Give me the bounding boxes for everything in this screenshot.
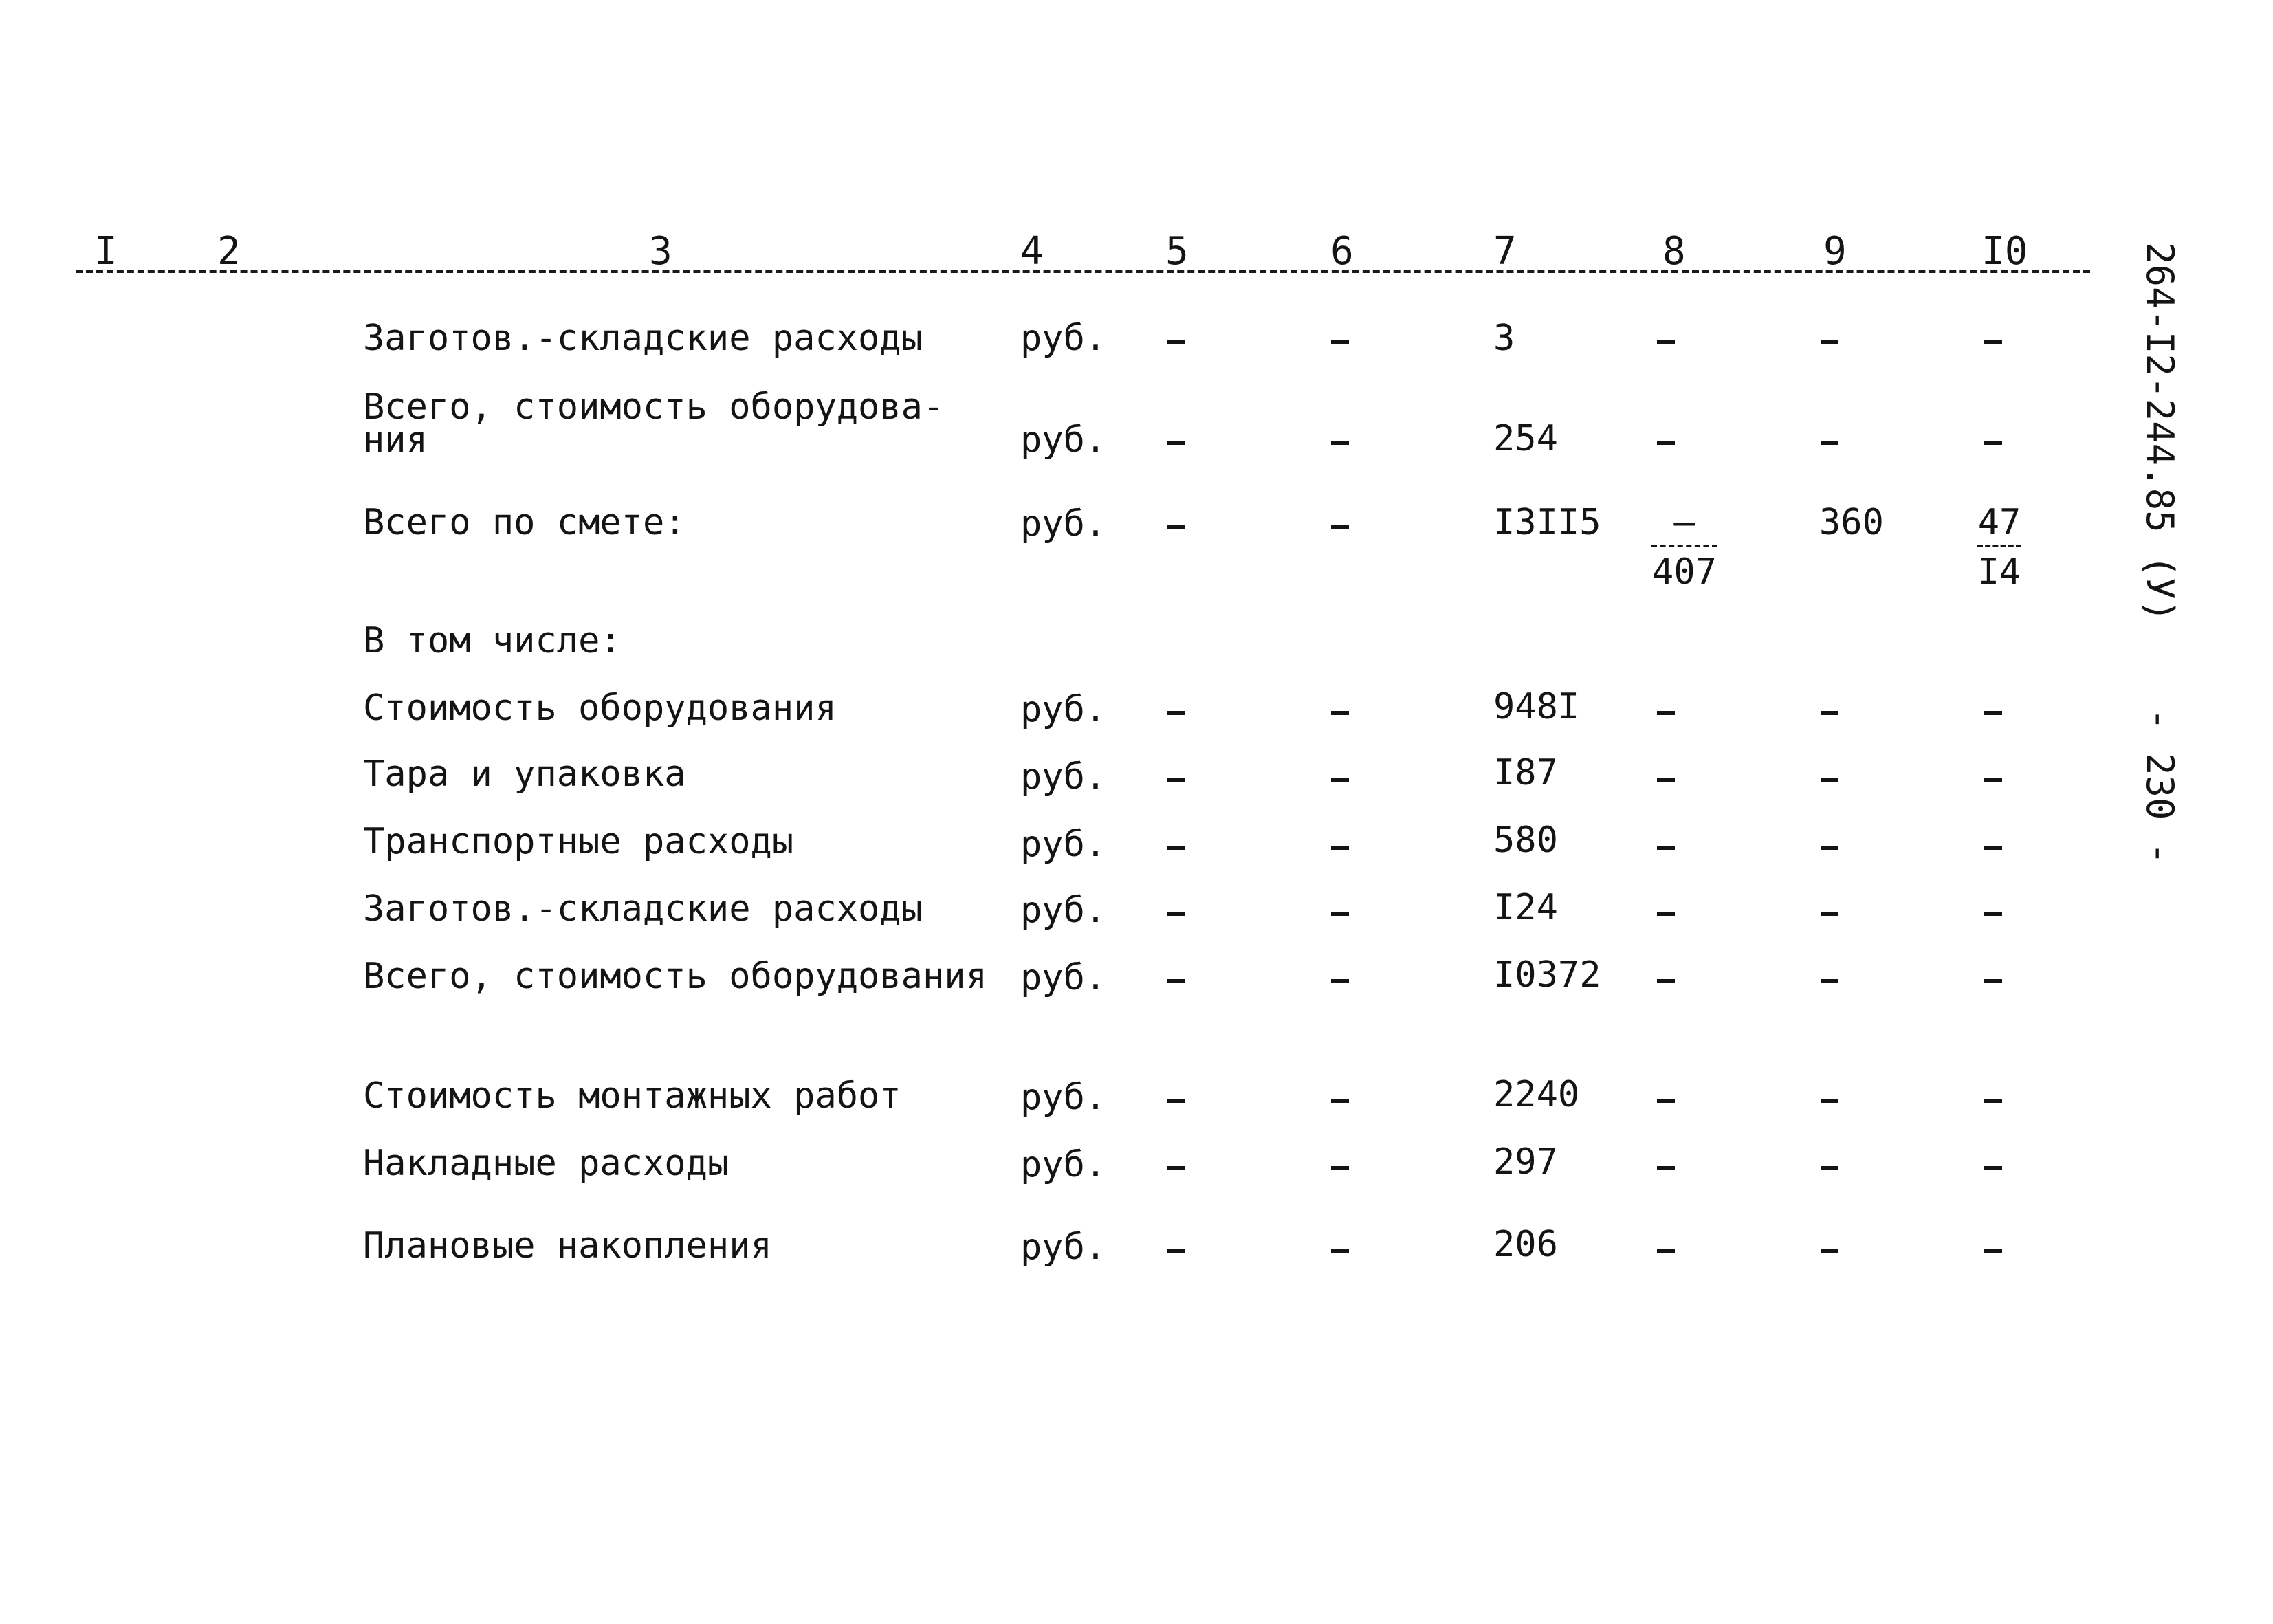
- row-label: Транспортные расходы: [363, 821, 794, 862]
- cell-dash: [1984, 1099, 2002, 1103]
- row-unit: руб.: [1020, 1077, 1107, 1118]
- row-unit: руб.: [1020, 689, 1107, 730]
- cell-dash: [1821, 711, 1838, 715]
- cell-dash: [1331, 1249, 1349, 1253]
- section-caption: В том числе:: [363, 620, 622, 661]
- cell-dash: [1331, 711, 1349, 715]
- cell-dash: [1331, 979, 1349, 983]
- cell-dash: [1167, 1166, 1185, 1170]
- row-value-col7: 206: [1493, 1224, 1558, 1265]
- cell-dash: [1821, 979, 1838, 983]
- column-header-7: 7: [1493, 229, 1517, 274]
- row-unit: руб.: [1020, 1227, 1107, 1268]
- row-value-col7: 297: [1493, 1141, 1558, 1183]
- row-value-col7: I3II5: [1493, 502, 1601, 543]
- fraction-col10: [1977, 502, 2021, 593]
- cell-dash: [1657, 846, 1675, 850]
- cell-dash: [1821, 778, 1838, 782]
- cell-dash: [1821, 441, 1838, 445]
- cell-dash: [1331, 340, 1349, 344]
- cell-dash: [1331, 525, 1349, 529]
- fraction-col10-numerator: 47: [1977, 505, 2021, 547]
- column-header-3: 3: [649, 229, 672, 274]
- column-header-1: I: [94, 229, 118, 274]
- cell-dash: [1167, 441, 1185, 445]
- cell-dash: [1657, 778, 1675, 782]
- cell-dash: [1167, 711, 1185, 715]
- row-unit: руб.: [1020, 1144, 1107, 1185]
- cell-dash: [1984, 1249, 2002, 1253]
- column-header-5: 5: [1165, 229, 1189, 274]
- cell-dash: [1657, 1249, 1675, 1253]
- cell-dash: [1821, 912, 1838, 916]
- row-value-col7: 3: [1493, 318, 1515, 359]
- row-label-line1: Всего, стоимость оборудова-: [363, 386, 945, 428]
- cell-dash: [1167, 846, 1185, 850]
- header-dashed-rule: [76, 270, 2090, 273]
- cell-dash: [1331, 846, 1349, 850]
- row-label: Плановые накопления: [363, 1225, 772, 1266]
- cell-dash: [1167, 525, 1185, 529]
- row-unit: руб.: [1020, 957, 1107, 998]
- cell-dash: [1167, 979, 1185, 983]
- cell-dash: [1821, 340, 1838, 344]
- column-header-2: 2: [217, 229, 241, 274]
- cell-dash: [1984, 912, 2002, 916]
- cell-dash: [1331, 441, 1349, 445]
- cell-dash: [1167, 1249, 1185, 1253]
- cell-dash: [1657, 340, 1675, 344]
- row-unit: руб.: [1020, 503, 1107, 545]
- cell-dash: [1657, 1099, 1675, 1103]
- cell-dash: [1331, 1166, 1349, 1170]
- cell-dash: [1331, 1099, 1349, 1103]
- row-value-col7: 948I: [1493, 686, 1580, 727]
- row-unit: руб.: [1020, 318, 1107, 359]
- column-header-6: 6: [1330, 229, 1354, 274]
- fraction-col8: [1651, 502, 1717, 593]
- cell-dash: [1657, 979, 1675, 983]
- row-label: Всего, стоимость оборудования: [363, 956, 987, 997]
- cell-dash: [1657, 1166, 1675, 1170]
- cell-dash: [1657, 441, 1675, 445]
- row-value-col7: 254: [1493, 418, 1558, 459]
- row-label: Заготов.-складские расходы: [363, 888, 923, 930]
- cell-dash: [1984, 711, 2002, 715]
- cell-dash: [1821, 1249, 1838, 1253]
- cell-dash: [1984, 846, 2002, 850]
- row-label: Стоимость монтажных работ: [363, 1075, 901, 1117]
- column-header-8: 8: [1662, 229, 1686, 274]
- page-number: - 230 -: [2138, 708, 2182, 865]
- cell-dash: [1821, 846, 1838, 850]
- cell-dash: [1331, 778, 1349, 782]
- cell-dash: [1167, 1099, 1185, 1103]
- row-value-col7: I24: [1493, 887, 1558, 928]
- row-unit: руб.: [1020, 890, 1107, 931]
- cell-dash: [1167, 778, 1185, 782]
- fraction-col10-denominator: I4: [1977, 551, 2021, 593]
- row-label: Стоимость оборудования: [363, 688, 837, 729]
- cell-dash: [1821, 1166, 1838, 1170]
- row-label: Всего по смете:: [363, 502, 686, 543]
- row-unit: руб.: [1020, 824, 1107, 865]
- cell-dash: [1657, 711, 1675, 715]
- row-unit: руб.: [1020, 419, 1107, 461]
- row-value-col7: I87: [1493, 752, 1558, 793]
- row-value-col7: 2240: [1493, 1074, 1580, 1115]
- cell-dash: [1657, 912, 1675, 916]
- cell-dash: [1167, 912, 1185, 916]
- cell-dash: [1984, 441, 2002, 445]
- row-value-col9: 360: [1819, 502, 1884, 543]
- column-header-9: 9: [1823, 229, 1847, 274]
- fraction-col8-numerator: –: [1651, 505, 1717, 547]
- row-label: Накладные расходы: [363, 1143, 729, 1184]
- column-header-10: I0: [1981, 229, 2028, 274]
- cell-dash: [1984, 340, 2002, 344]
- cell-dash: [1167, 340, 1185, 344]
- row-label-line2: ния: [363, 419, 428, 461]
- cell-dash: [1984, 778, 2002, 782]
- cell-dash: [1984, 979, 2002, 983]
- cell-dash: [1984, 1166, 2002, 1170]
- row-unit: руб.: [1020, 756, 1107, 798]
- cell-dash: [1821, 1099, 1838, 1103]
- row-label: Тара и упаковка: [363, 754, 686, 795]
- document-code: 264-I2-244.85 (У): [2138, 242, 2182, 622]
- row-value-col7: 580: [1493, 820, 1558, 861]
- row-value-col7: I0372: [1493, 954, 1601, 996]
- column-header-4: 4: [1020, 229, 1044, 274]
- row-label: Заготов.-складские расходы: [363, 318, 923, 359]
- cell-dash: [1331, 912, 1349, 916]
- fraction-col8-denominator: 407: [1652, 551, 1717, 593]
